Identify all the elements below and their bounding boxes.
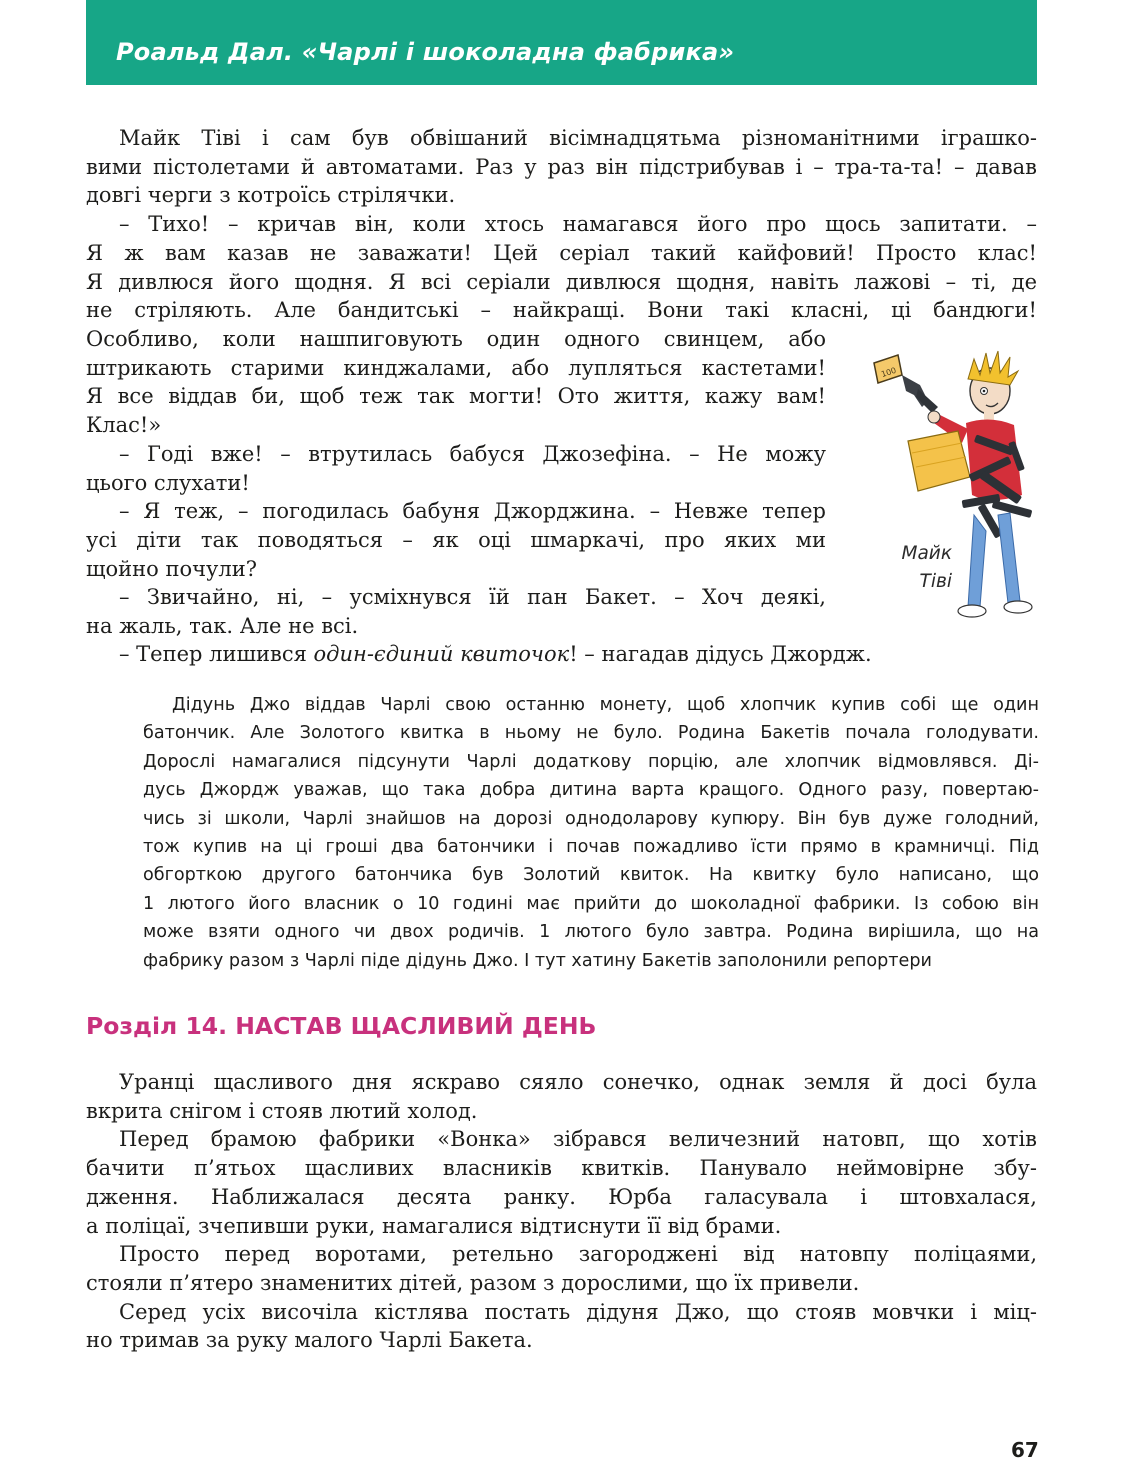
text-fragment: – Тепер лишився (119, 642, 314, 666)
text-line: батончик. Але Золотого квитка в ньому не було. Родина Бакетів почала голодувати. (143, 723, 1039, 744)
story-text-narrow (86, 325, 826, 641)
text-line: усі діти так поводяться – як оці шмаркачі, про яких ми (86, 527, 826, 552)
chapter-heading: Розділ 14. НАСТАВ ЩАСЛИВИЙ ДЕНЬ (86, 1012, 597, 1040)
paragraph (86, 583, 826, 640)
text-line: штрикають старими кинджалами, або лупляться кастетами! (86, 355, 826, 380)
text-line: тож купив на ці гроші два батончики і почав пожадливо їсти прямо в крамничці. Під (143, 837, 1039, 858)
text-line: Особливо, коли нашпиговують один одного свинцем, або (86, 327, 826, 351)
text-line: а поліцаї, зчепивши руки, намагалися відтиснути її від брами. (86, 1213, 782, 1238)
text-line: цього слухати! (86, 470, 250, 495)
text-line: Я дивлюся його щодня. Я всі серіали дивлюся щодня, навіть лажові – ті, де (86, 269, 1037, 294)
chapter-summary (143, 691, 1039, 975)
caption-line: Майк (901, 543, 952, 564)
text-line: бачити п’ятьох щасливих власників квитків. Панувало неймовірне збу- (86, 1156, 1037, 1181)
text-line: стояли п’ятеро знаменитих дітей, разом з дорослими, що їх привели. (86, 1270, 860, 1295)
text-line: чись зі школи, Чарлі знайшов на дорозі однодоларову купюру. Він був дуже голодний, (143, 808, 1039, 829)
paragraph (86, 124, 1037, 210)
paragraph (86, 1240, 1037, 1297)
text-line: – Годі вже! – втрутилась бабуся Джозефіна. – Не можу (119, 441, 826, 466)
text-line: на жаль, так. Але не всі. (86, 614, 359, 639)
summary-paragraph (143, 691, 1039, 975)
text-line: Клас!» (86, 413, 162, 438)
text-line: вими пістолетами й автоматами. Раз у раз він підстрибував і – тра-та-та! – давав (86, 154, 1037, 179)
text-line: Я ж вам казав не заважати! Цей серіал такий кайфовий! Просто клас! (86, 240, 1037, 265)
boy-with-toy-guns-illustration (862, 345, 1052, 645)
text-line: но тримав за руку малого Чарлі Бакета. (86, 1328, 533, 1353)
running-header-title: Роальд Дал. «Чарлі і шоколадна фабрика» (116, 38, 735, 66)
text-line: дження. Наближалася десята ранку. Юрба галасувала і штовхалася, (86, 1184, 1037, 1209)
text-line: Я все віддав би, щоб теж так могти! Ото життя, кажу вам! (86, 384, 826, 409)
caption-line: Тіві (919, 571, 952, 592)
text-line: Перед брамою фабрики «Вонка» зібрався величезний натовп, що хотів (119, 1127, 1037, 1152)
italic-phrase: один-єдиний квиточок (313, 642, 570, 666)
price-tag-text: 100 (880, 365, 898, 380)
text-line: Просто перед воротами, ретельно загороджені від натовпу поліцаями, (119, 1242, 1037, 1267)
paragraph (86, 1298, 1037, 1355)
text-line: 1 лютого його власник о 10 годині має прийти до шоколадної фабрики. Із собою він (143, 893, 1039, 914)
paragraph (86, 1125, 1037, 1240)
paragraph (86, 210, 1037, 325)
running-header (86, 0, 1037, 85)
paragraph (86, 497, 826, 583)
text-line: не стріляють. Але бандитські – найкращі. Вони такі класні, ці бандюги! (86, 298, 1037, 323)
text-line: фабрику разом з Чарлі піде дідунь Джо. І тут хатину Бакетів заполонили репортери (143, 950, 932, 971)
text-line: щойно почули? (86, 556, 257, 581)
illustration-caption (890, 540, 952, 596)
paragraph (86, 1068, 1037, 1125)
text-line: дусь Джордж уважав, що така добра дитина варта кращого. Одного разу, повертаю- (143, 780, 1039, 801)
text-fragment: ! – нагадав дідусь Джордж. (569, 642, 872, 666)
paragraph (86, 440, 826, 497)
text-line: вкрита снігом і стояв лютий холод. (86, 1098, 478, 1123)
text-line: може взяти одного чи двох родичів. 1 лютого було завтра. Родина вирішила, що на (143, 922, 1039, 943)
chapter-text (86, 1068, 1037, 1355)
text-line: – Тихо! – кричав він, коли хтось намагався його про щось запитати. – (119, 212, 1037, 237)
text-line: Дорослі намагалися підсунути Чарлі додаткову порцію, але хлопчик відмовлявся. Ді- (143, 751, 1039, 772)
text-line: Майк Тіві і сам був обвішаний вісімнадцятьма різноманітними іграшко- (119, 126, 1037, 150)
text-line: довгі черги з котроїсь стрілячки. (86, 183, 456, 208)
text-line: Уранці щасливого дня яскраво сяяло сонечко, однак земля й досі була (119, 1070, 1037, 1094)
text-line: Серед усіх височіла кістлява постать дідуня Джо, що стояв мовчки і міц- (119, 1299, 1037, 1324)
text-line: обгорткою другого батончика був Золотий квиток. На квитку було написано, що (143, 865, 1039, 886)
paragraph (86, 325, 826, 440)
text-line: – Звичайно, ні, – усміхнувся їй пан Бакет. – Хоч деякі, (119, 585, 826, 610)
text-line: – Я теж, – погодилась бабуня Джорджина. – Невже тепер (119, 499, 826, 524)
text-line: Дідунь Джо віддав Чарлі свою останню монету, щоб хлопчик купив собі ще один (172, 695, 1039, 715)
page-number: 67 (1011, 1438, 1039, 1462)
story-text-upper (86, 124, 1037, 325)
